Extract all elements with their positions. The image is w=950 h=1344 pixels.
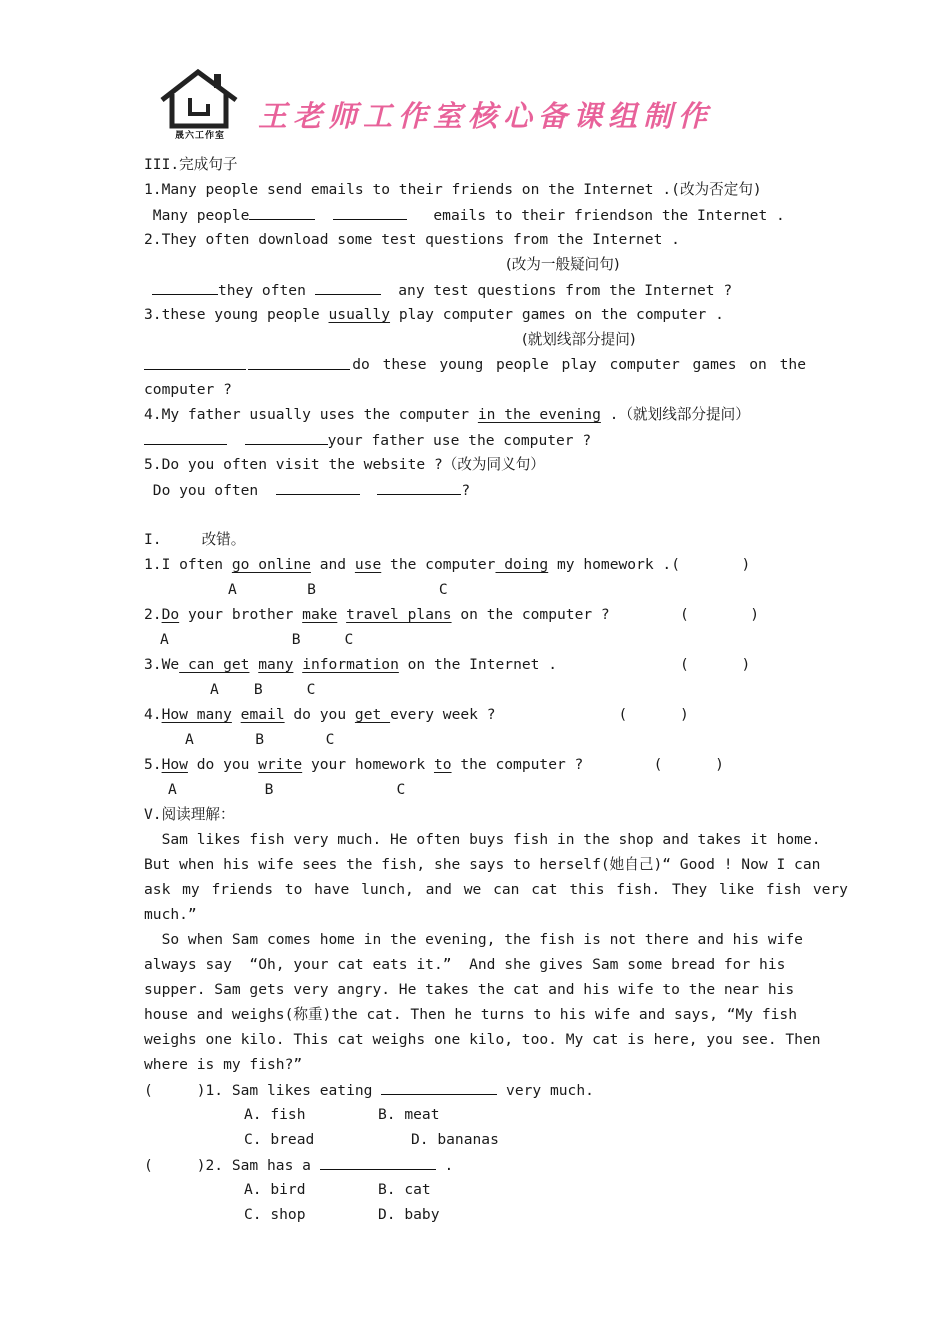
text: Many people bbox=[144, 207, 250, 224]
reading-q2-option-d: D. baby bbox=[378, 1206, 440, 1223]
text: 1.I often bbox=[144, 556, 232, 573]
reading-q1 bbox=[144, 1080, 594, 1100]
error-item-5-letters: A B C bbox=[168, 781, 406, 798]
q3-3-answer-cont: computer ? bbox=[144, 381, 232, 398]
logo-caption: 晟六工作室 bbox=[174, 131, 225, 141]
brand-title: 王老师工作室核心备课组制作 bbox=[258, 99, 714, 133]
page-header bbox=[158, 68, 798, 144]
error-item-2 bbox=[144, 605, 759, 625]
q3-4-prompt bbox=[144, 405, 750, 425]
option-a-text: Do bbox=[161, 606, 180, 623]
answer-blank[interactable] bbox=[248, 355, 350, 370]
answer-blank[interactable] bbox=[249, 205, 315, 220]
passage-line: much.” bbox=[144, 906, 197, 923]
passage-line: Sam likes fish very much. He often buys fish in the shop and takes it home. bbox=[144, 831, 821, 848]
text: on the Internet . ( ) bbox=[398, 656, 751, 673]
answer-blank[interactable] bbox=[315, 280, 381, 295]
q3-1-prompt: 1.Many people send emails to their friends on the Internet .(改为否定句) bbox=[144, 181, 762, 198]
text: any test questions from the Internet ? bbox=[398, 282, 733, 299]
text bbox=[249, 656, 258, 673]
reading-q1-option-b: B. meat bbox=[378, 1106, 440, 1123]
text: ( )1. Sam likes eating bbox=[144, 1082, 373, 1099]
answer-blank[interactable] bbox=[381, 1080, 497, 1095]
text: ? bbox=[461, 482, 471, 499]
text: my homework .( ) bbox=[548, 556, 751, 573]
text: very much. bbox=[506, 1082, 594, 1099]
q3-2-note: (改为一般疑问句) bbox=[506, 256, 620, 273]
text: 改错。 bbox=[201, 531, 246, 548]
error-item-1-letters: A B C bbox=[228, 581, 448, 598]
option-a-text: How many bbox=[161, 706, 232, 723]
error-item-5 bbox=[144, 755, 724, 775]
text: 3.these young people bbox=[144, 306, 329, 323]
q3-3-note: (就划线部分提问) bbox=[522, 331, 636, 348]
option-a-text: go online bbox=[231, 556, 311, 573]
text: and bbox=[310, 556, 355, 573]
text: the computer ? ( ) bbox=[451, 756, 724, 773]
option-c-text: to bbox=[433, 756, 452, 773]
answer-blank[interactable] bbox=[245, 430, 328, 445]
text bbox=[293, 656, 302, 673]
error-item-4 bbox=[144, 705, 689, 725]
reading-q2-option-c: C. shop bbox=[244, 1206, 306, 1223]
text: your homework bbox=[302, 756, 434, 773]
q3-1-answer-line bbox=[144, 205, 785, 225]
text: 4. bbox=[144, 706, 162, 723]
answer-blank[interactable] bbox=[144, 355, 246, 370]
text: do you bbox=[187, 756, 259, 773]
option-c-text: travel plans bbox=[346, 606, 452, 623]
passage-line: So when Sam comes home in the evening, the fish is not there and his wife bbox=[144, 931, 803, 948]
error-item-3-letters: A B C bbox=[210, 681, 316, 698]
option-b-text: make bbox=[302, 606, 338, 623]
option-b-text: many bbox=[258, 656, 294, 673]
q3-2-prompt: 2.They often download some test questions from the Internet . bbox=[144, 231, 680, 248]
text: I. bbox=[144, 531, 162, 548]
reading-q1-option-d: D. bananas bbox=[411, 1131, 499, 1148]
text: do these young people play computer games on the bbox=[352, 356, 806, 373]
text: on the computer ? ( ) bbox=[451, 606, 760, 623]
passage-line: supper. Sam gets very angry. He takes the cat and his wife to the near his bbox=[144, 981, 795, 998]
option-c-text: doing bbox=[495, 556, 549, 573]
text: ( )2. Sam has a bbox=[144, 1157, 311, 1174]
option-b-text: use bbox=[354, 556, 382, 573]
text bbox=[337, 606, 346, 623]
q3-3-prompt bbox=[144, 305, 724, 325]
reading-q2 bbox=[144, 1155, 453, 1175]
text: 3.We bbox=[144, 656, 180, 673]
underlined-text: usually bbox=[328, 306, 391, 323]
text: .（就划线部分提问） bbox=[600, 406, 750, 423]
section-1-title bbox=[144, 530, 245, 550]
answer-blank[interactable] bbox=[377, 480, 461, 495]
option-c-text: get bbox=[354, 706, 391, 723]
error-item-3 bbox=[144, 655, 750, 675]
passage-line: weighs one kilo. This cat weighs one kilo, too. My cat is here, you see. Then bbox=[144, 1031, 821, 1048]
text: 5. bbox=[144, 756, 162, 773]
text bbox=[232, 706, 241, 723]
text: do you bbox=[284, 706, 355, 723]
q3-4-answer-line bbox=[144, 430, 591, 450]
reading-q2-option-a: A. bird bbox=[244, 1181, 306, 1198]
option-b-text: email bbox=[240, 706, 285, 723]
q3-3-answer-line bbox=[144, 355, 806, 375]
error-item-2-letters: A B C bbox=[160, 631, 354, 648]
text: your brother bbox=[179, 606, 303, 623]
section-3-title: III.完成句子 bbox=[144, 156, 238, 173]
option-b-text: write bbox=[258, 756, 303, 773]
option-a-text: How bbox=[161, 756, 188, 773]
text: 2. bbox=[144, 606, 162, 623]
reading-q1-option-a: A. fish bbox=[244, 1106, 306, 1123]
passage-line: always say “Oh, your cat eats it.” And she gives Sam some bread for his bbox=[144, 956, 786, 973]
q3-2-answer-line bbox=[152, 280, 732, 300]
passage-line: where is my fish?” bbox=[144, 1056, 303, 1073]
text: play computer games on the computer . bbox=[390, 306, 724, 323]
answer-blank[interactable] bbox=[276, 480, 360, 495]
passage-line: house and weighs(称重)the cat. Then he turns to his wife and says, “My fish bbox=[144, 1006, 798, 1023]
text: Do you often bbox=[144, 482, 259, 499]
text: . bbox=[444, 1157, 454, 1174]
error-item-4-letters: A B C bbox=[185, 731, 335, 748]
section-5-title: V.阅读理解： bbox=[144, 806, 235, 823]
text: emails to their friendson the Internet . bbox=[433, 207, 785, 224]
passage-line: But when his wife sees the fish, she says to herself(她自己)“ Good ! Now I can bbox=[144, 856, 821, 873]
error-item-1 bbox=[144, 555, 750, 575]
answer-blank[interactable] bbox=[152, 280, 218, 295]
house-logo-icon bbox=[158, 68, 240, 144]
text: they often bbox=[218, 282, 306, 299]
text: your father use the computer ? bbox=[327, 432, 592, 449]
q3-5-prompt: 5.Do you often visit the website ?（改为同义句） bbox=[144, 456, 545, 473]
reading-q2-option-b: B. cat bbox=[378, 1181, 431, 1198]
answer-blank[interactable] bbox=[320, 1155, 436, 1170]
option-a-text: can get bbox=[179, 656, 250, 673]
option-c-text: information bbox=[302, 656, 399, 673]
answer-blank[interactable] bbox=[333, 205, 407, 220]
answer-blank[interactable] bbox=[144, 430, 227, 445]
q3-5-answer-line bbox=[144, 480, 470, 500]
text: every week ? ( ) bbox=[390, 706, 689, 723]
reading-q1-option-c: C. bread bbox=[244, 1131, 315, 1148]
text: the computer bbox=[381, 556, 496, 573]
passage-line: ask my friends to have lunch, and we can cat this fish. They like fish very bbox=[144, 881, 848, 898]
underlined-text: in the evening bbox=[477, 406, 601, 423]
text: 4.My father usually uses the computer bbox=[144, 406, 478, 423]
